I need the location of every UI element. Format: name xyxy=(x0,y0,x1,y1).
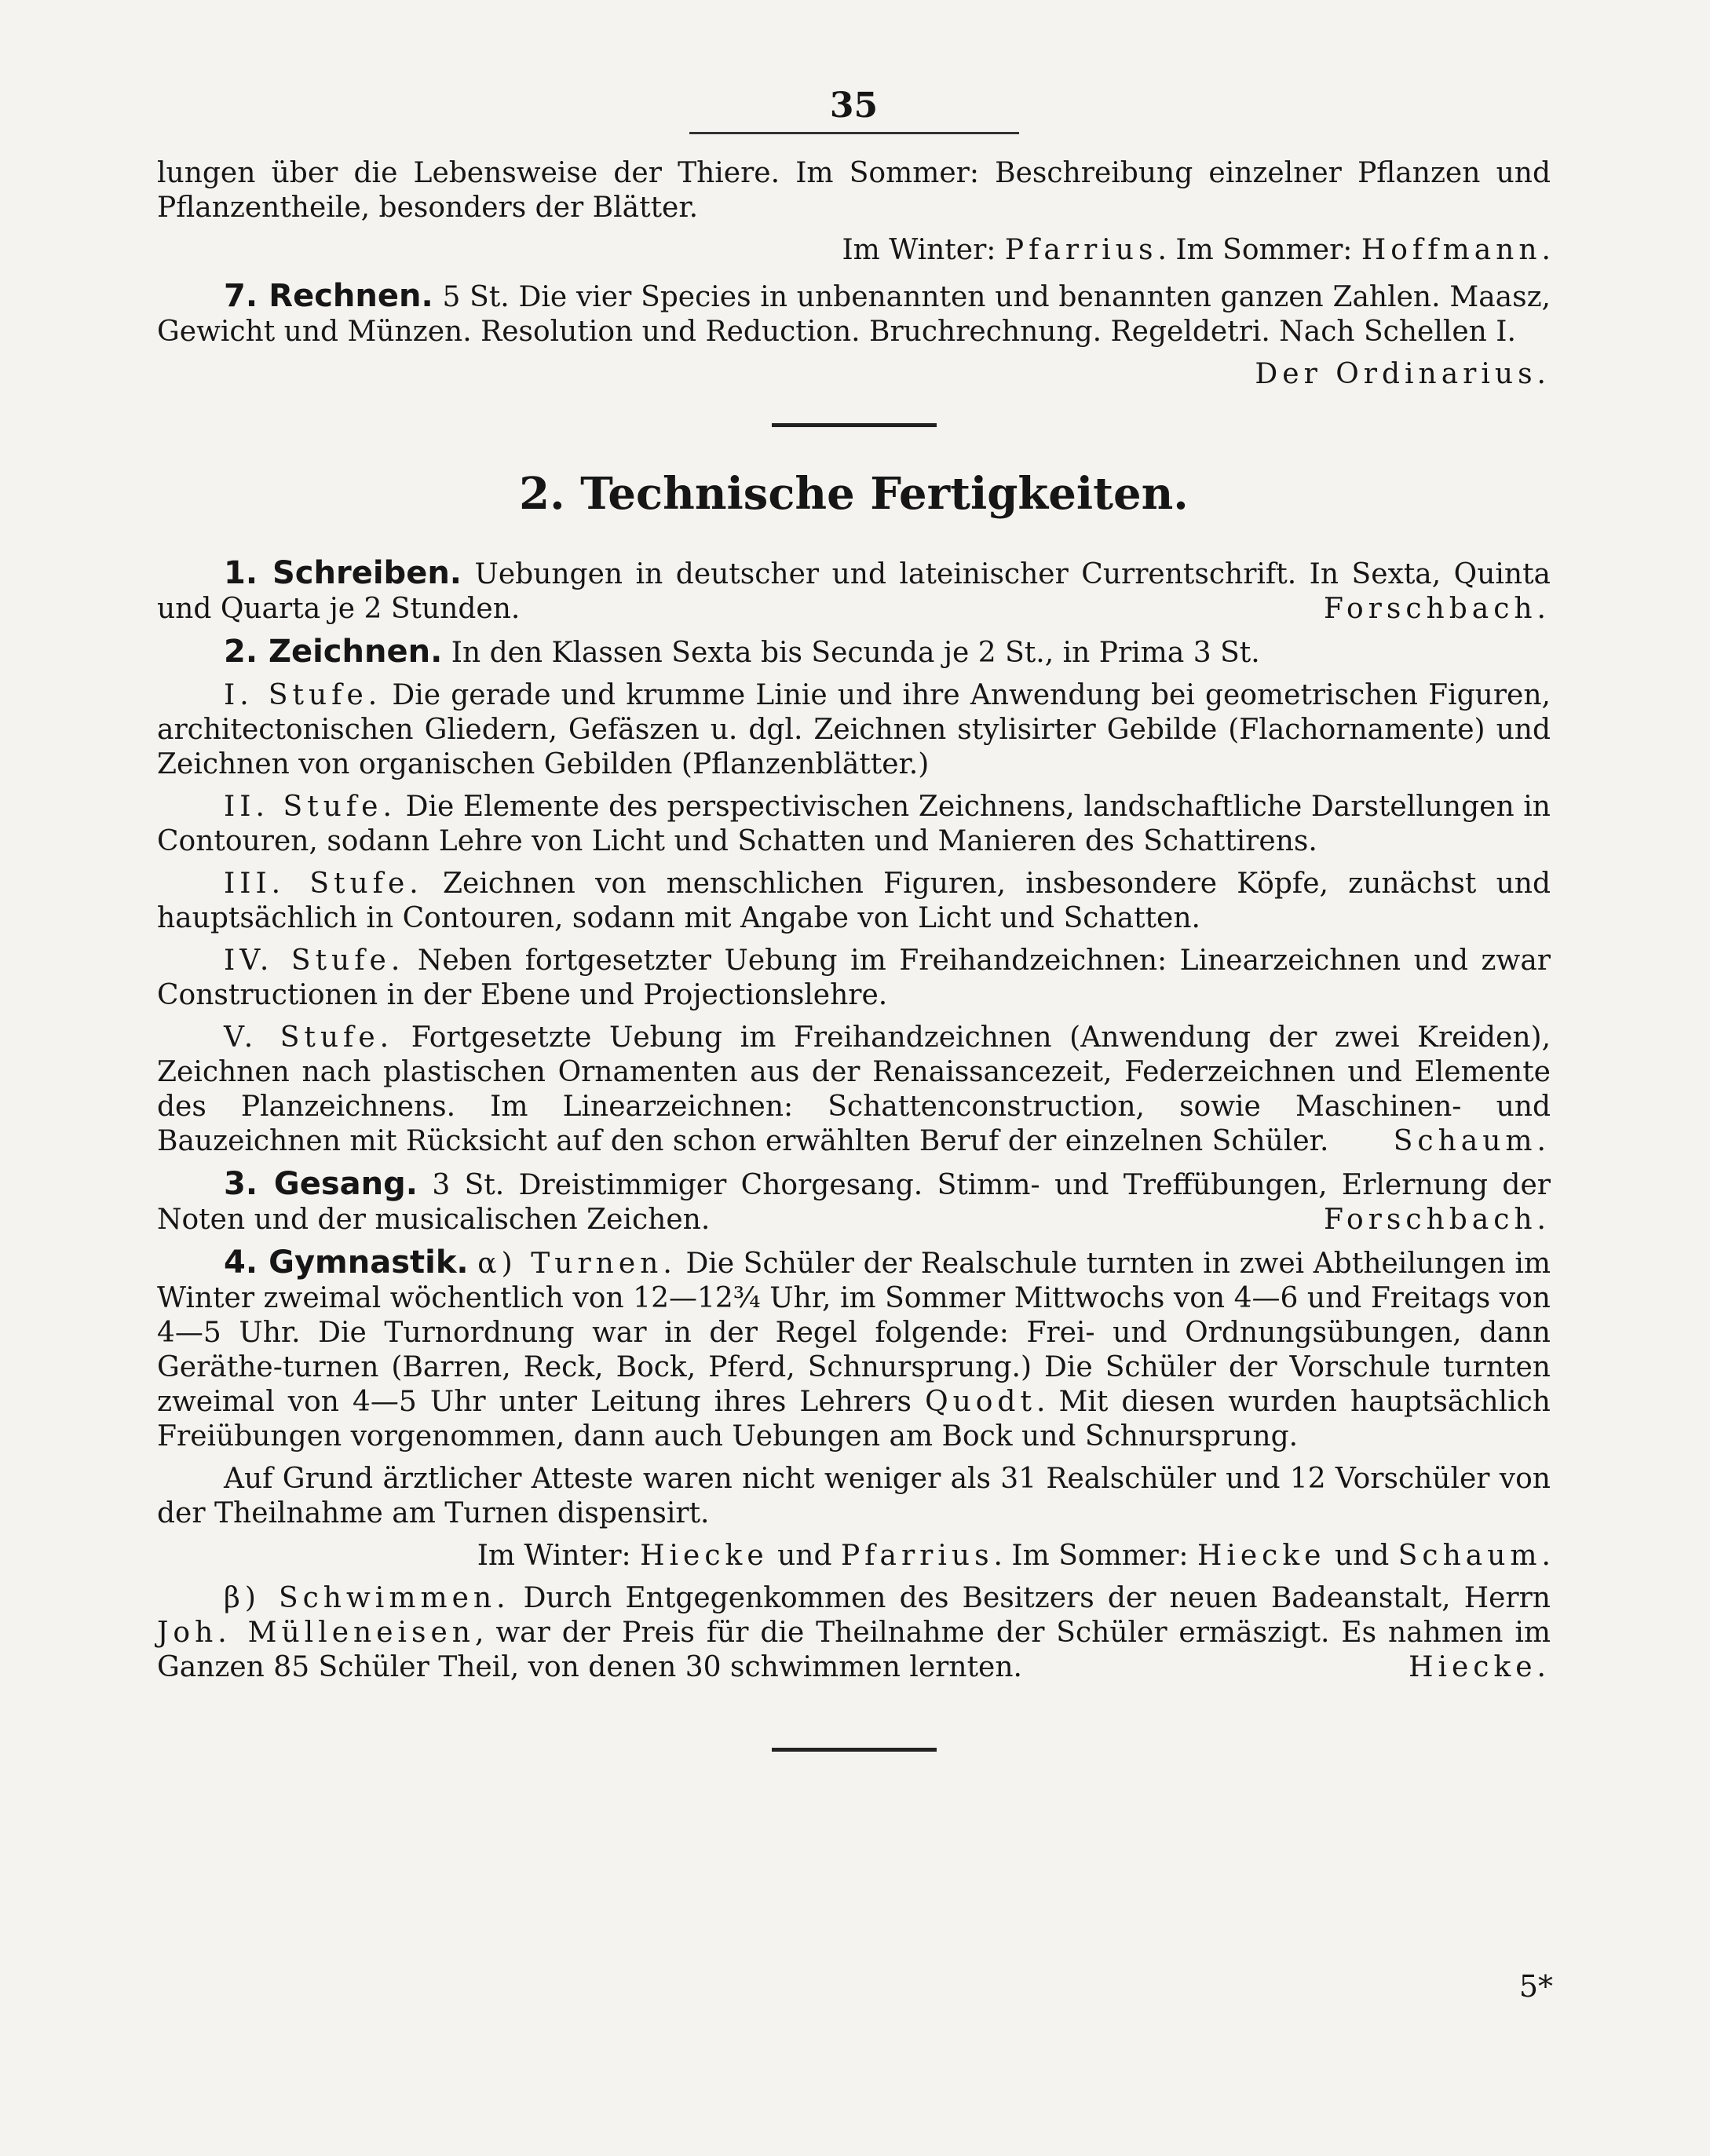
rechnen-heading: 7. Rechnen. xyxy=(224,278,433,314)
section-title: 2. Technische Fertigkeiten. xyxy=(519,468,1189,520)
separator-rule xyxy=(772,1748,937,1752)
stufe-paragraph: III. Stufe. Zeichnen von menschlichen Figuren, insbesondere Köpfe, zunächst und hauptsächlich in Contouren, sodann mit Angabe von Licht und Schatten. xyxy=(157,868,1551,934)
separator-rule xyxy=(772,423,937,427)
gesang-paragraph: 3. Gesang. 3 St. Dreistimmiger Chorgesang. Stimm- und Treffübungen, Erlernung der Noten und der musicalischen Zeichen. xyxy=(157,1166,1551,1236)
owner-name: Joh. Mülleneisen xyxy=(157,1617,475,1649)
gymnastik-paragraph: 4. Gymnastik. α) Turnen. Die Schüler der Realschule turnten in zwei Abtheilungen im Winter zweimal wöchentlich von 12—12¾ Uhr, im Sommer Mittwochs von 4—6 und Freitags von 4—5 Uhr. Die Turnordnung war in der Regel folgende: Frei- und Ordnungsübungen, dann Geräthe-turnen (Barren, Reck, Bock, Pferd, Schnursprung.) Die Schüler der Vorschule turnten zweimal von 4—5 Uhr unter Leitung ihres Lehrers Quodt. Mit diesen wurden hauptsächlich Freiübungen vorgenommen, dann auch Uebungen am Bock und Schnursprung. xyxy=(157,1244,1551,1453)
atteste-paragraph: Auf Grund ärztlicher Atteste waren nicht weniger als 31 Realschüler und 12 Vorschüler von der Theilnahme am Turnen dispensirt. xyxy=(157,1463,1551,1529)
zeichnen-heading: 2. Zeichnen. xyxy=(224,634,443,670)
header-rule xyxy=(689,132,1019,134)
signature-mark: 5* xyxy=(1518,1969,1553,2004)
teacher-name: Hoffmann xyxy=(1361,234,1542,266)
gesang-heading: 3. Gesang. xyxy=(224,1166,418,1202)
schwimmen-paragraph: β) Schwimmen. Durch Entgegenkommen des Besitzers der neuen Badeanstalt, Herrn Joh. Mülleneisen, war der Preis für die Theilnahme der Schüler ermäszigt. Es nahmen im Ganzen 85 Schüler Theil, von denen 30 schwimmen lernten. xyxy=(157,1582,1551,1683)
gesang-teacher: Forschbach. xyxy=(1323,1204,1551,1236)
intro-paragraph: lungen über die Lebensweise der Thiere. Im Sommer: Beschreibung einzelner Pflanzen und Pflanzentheile, besonders der Blätter. xyxy=(157,157,1551,224)
page-content xyxy=(157,86,1551,1791)
rechnen-paragraph: 7. Rechnen. 5 St. Die vier Species in unbenannten und benannten ganzen Zahlen. Maasz, Gewicht und Münzen. Resolution und Reduction. Bruchrechnung. Regeldetri. Nach Schellen I. xyxy=(157,278,1551,348)
stufe-paragraph: II. Stufe. Die Elemente des perspectivischen Zeichnens, landschaftliche Darstellungen in Contouren, sodann Lehre von Licht und Schatten und Manieren des Schattirens. xyxy=(157,791,1551,857)
stufe-paragraph: IV. Stufe. Neben fortgesetzter Uebung im Freihandzeichnen: Linearzeichnen und zwar Constructionen in der Ebene und Projectionslehre. xyxy=(157,945,1551,1011)
zeichnen-paragraph: 2. Zeichnen. In den Klassen Sexta bis Secunda je 2 St., in Prima 3 St. xyxy=(224,634,1260,670)
schreiben-teacher: Forschbach. xyxy=(1323,593,1551,625)
zeichnen-teacher: Schaum. xyxy=(1393,1125,1551,1157)
rechnen-teacher: Der Ordinarius. xyxy=(1255,358,1551,390)
page-number: 35 xyxy=(829,86,879,126)
gymnastik-heading: 4. Gymnastik. xyxy=(224,1244,469,1281)
schwimmen-teacher: Hiecke. xyxy=(1409,1651,1551,1683)
teacher-name: Quodt xyxy=(925,1386,1036,1418)
schreiben-heading: 1. Schreiben. xyxy=(224,555,462,591)
gymnastik-teachers: Im Winter: Hiecke und Pfarrius. Im Sommer: Hiecke und Schaum. xyxy=(477,1540,1551,1572)
intro-teachers: Im Winter: Pfarrius. Im Sommer: Hoffmann. xyxy=(842,234,1551,266)
schreiben-paragraph: 1. Schreiben. Uebungen in deutscher und lateinischer Currentschrift. In Sexta, Quinta und Quarta je 2 Stunden. xyxy=(157,555,1551,625)
teacher-name: Pfarrius xyxy=(1004,234,1158,266)
stufe-paragraph: I. Stufe. Die gerade und krumme Linie und ihre Anwendung bei geometrischen Figuren, architectonischen Gliedern, Gefäszen u. dgl. Zeichnen stylisirter Gebilde (Flachornamente) und Zeichnen von organischen Gebilden (Pflanzenblätter.) xyxy=(157,679,1551,780)
stufe-paragraph: V. Stufe. Fortgesetzte Uebung im Freihandzeichnen (Anwendung der zwei Kreiden), Zeichnen nach plastischen Ornamenten aus der Renaissancezeit, Federzeichnen und Elemente des Planzeichnens. Im Linearzeichnen: Schattenconstruction, sowie Maschinen- und Bauzeichnen mit Rücksicht auf den schon erwählten Beruf der einzelnen Schüler. xyxy=(157,1021,1551,1157)
